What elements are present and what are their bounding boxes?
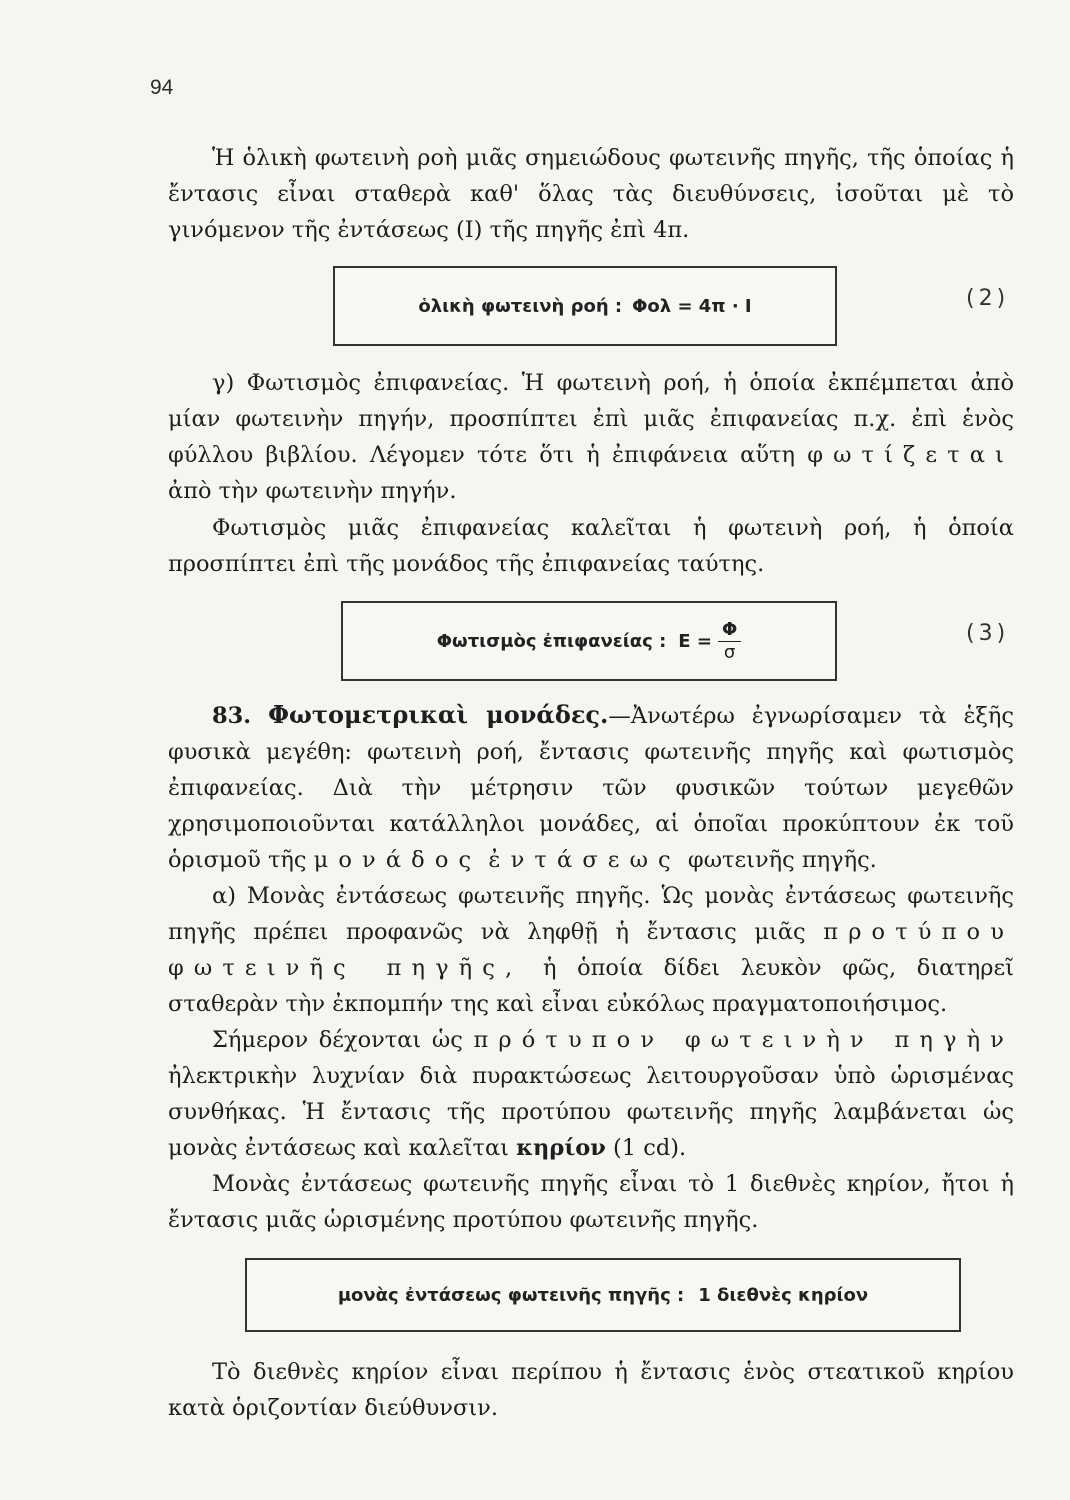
paragraph-stearic-candle: Τὸ διεθνὲς κηρίον εἶναι περίπου ἡ ἔντασις ἑνὸς στεατικοῦ κηρίου κατὰ ὁριζοντίαν διεύθυνσιν. bbox=[168, 1359, 1014, 1421]
paragraph-illuminance-definition: Φωτισμὸς μιᾶς ἐπιφανείας καλεῖται ἡ φωτεινὴ ροή, ἡ ὁποία προσπίπτει ἐπὶ τῆς μονάδος τῆς ἐπιφανείας ταύτης. bbox=[168, 515, 1014, 577]
spaced-term: πρότυπον φωτεινὴν πηγὴν bbox=[473, 1027, 1014, 1053]
paragraph-text: Ὡς μονὰς ἐντάσεως φωτεινῆς πηγῆς πρέπει προφανῶς νὰ ληφθῇ ἡ ἔντασις μιᾶς bbox=[168, 883, 1014, 945]
spaced-term: προτύπου bbox=[823, 919, 1014, 945]
formula-expression: Φολ = 4π · Ι bbox=[632, 295, 752, 317]
paragraph-text: ἡ ὁποία δίδει λευκὸν φῶς, διατηρεῖ σταθερὰν τὴν ἐκπομπήν της καὶ εἶναι εὐκόλως πραγματοποιήσιμος. bbox=[168, 955, 1014, 1017]
formula-value: 1 διεθνὲς κηρίον bbox=[698, 1284, 869, 1306]
formula-label: ὁλικὴ φωτεινὴ ροή : bbox=[418, 295, 623, 317]
fraction-numerator: Φ bbox=[718, 619, 741, 642]
spaced-term: φωτίζεται bbox=[807, 442, 1014, 468]
paragraph-illuminance-intro bbox=[168, 365, 1014, 509]
equation-number-3: (3) bbox=[966, 621, 1010, 646]
formula-lhs: Ε = bbox=[678, 630, 712, 652]
paragraph-text: —Ἀνωτέρω ἐγνωρίσαμεν τὰ ἑξῆς φυσικὰ μεγέθη: φωτεινὴ ροή, ἔντασις φωτεινῆς πηγῆς καὶ φωτισμὸς ἐπιφανείας. Διὰ τὴν μέτρησιν τῶν φυσικῶν τούτων μεγεθῶν χρησιμοποιοῦνται κατάλληλοι μονάδες, αἱ ὁποῖαι προκύπτουν ἐκ τοῦ ὁρισμοῦ τῆς bbox=[168, 703, 1014, 873]
subsection-alpha-title: α) Μονὰς ἐντάσεως φωτεινῆς πηγῆς. bbox=[212, 883, 651, 909]
paragraph-text: Ἡ φωτεινὴ ροή, ἡ ὁποία ἐκπέμπεται ἀπὸ μίαν φωτεινὴν πηγήν, προσπίπτει ἐπὶ μιᾶς ἐπιφανείας π.χ. ἐπὶ ἑνὸς φύλλου βιβλίου. Λέγομεν τότε ὅτι ἡ ἐπιφάνεια αὕτη bbox=[168, 370, 1014, 468]
equation-number-2: (2) bbox=[966, 286, 1010, 311]
paragraph-text: ἠλεκτρικὴν λυχνίαν διὰ πυρακτώσεως λειτουργοῦσαν ὑπὸ ὡρισμένας συνθήκας. Ἡ ἔντασις τῆς προτύπου φωτεινῆς πηγῆς λαμβάνεται ὡς μονὰς ἐντάσεως καὶ καλεῖται bbox=[168, 1063, 1014, 1161]
paragraph-international-candle: Μονὰς ἐντάσεως φωτεινῆς πηγῆς εἶναι τὸ 1 διεθνὲς κηρίον, ἤτοι ἡ ἔντασις μιᾶς ὡρισμένης προτύπου φωτεινῆς πηγῆς. bbox=[168, 1171, 1014, 1233]
paragraph-text: ἀπὸ τὴν φωτεινὴν πηγήν. bbox=[168, 478, 457, 504]
paragraph-unit-intensity bbox=[168, 878, 1014, 1022]
section-83-paragraph bbox=[168, 697, 1014, 878]
bold-term-candela: κηρίον bbox=[516, 1135, 606, 1161]
section-title: Φωτομετρικαὶ μονάδες. bbox=[268, 700, 609, 729]
paragraph-text: (1 cd). bbox=[605, 1135, 687, 1161]
spaced-term: ἐντάσεως bbox=[488, 847, 681, 873]
formula-label: μονὰς ἐντάσεως φωτεινῆς πηγῆς : bbox=[337, 1284, 685, 1306]
spaced-term: φωτεινῆς πηγῆς, bbox=[168, 955, 523, 981]
formula-box-unit bbox=[245, 1258, 961, 1332]
fraction-denominator: σ bbox=[723, 641, 736, 663]
page-number: 94 bbox=[150, 76, 174, 99]
formula-box-illuminance bbox=[341, 601, 837, 681]
subsection-gamma-title: γ) Φωτισμὸς ἐπιφανείας. bbox=[212, 370, 510, 396]
spaced-term: μονάδος bbox=[313, 847, 482, 873]
paragraph-standard-source bbox=[168, 1022, 1014, 1166]
formula-label: Φωτισμὸς ἐπιφανείας : bbox=[436, 630, 667, 652]
formula-box-total-flux bbox=[333, 266, 837, 346]
fraction bbox=[718, 619, 741, 664]
paragraph-text: φωτεινῆς πηγῆς. bbox=[680, 847, 877, 873]
paragraph-text: Σήμερον δέχονται ὡς bbox=[212, 1027, 474, 1053]
section-number: 83. bbox=[212, 703, 252, 729]
paragraph-total-flux: Ἡ ὁλικὴ φωτεινὴ ροὴ μιᾶς σημειώδους φωτεινῆς πηγῆς, τῆς ὁποίας ἡ ἔντασις εἶναι σταθερὰ καθ' ὅλας τὰς διευθύνσεις, ἰσοῦται μὲ τὸ γινόμενον τῆς ἐντάσεως (Ι) τῆς πηγῆς ἐπὶ 4π. bbox=[168, 145, 1014, 243]
